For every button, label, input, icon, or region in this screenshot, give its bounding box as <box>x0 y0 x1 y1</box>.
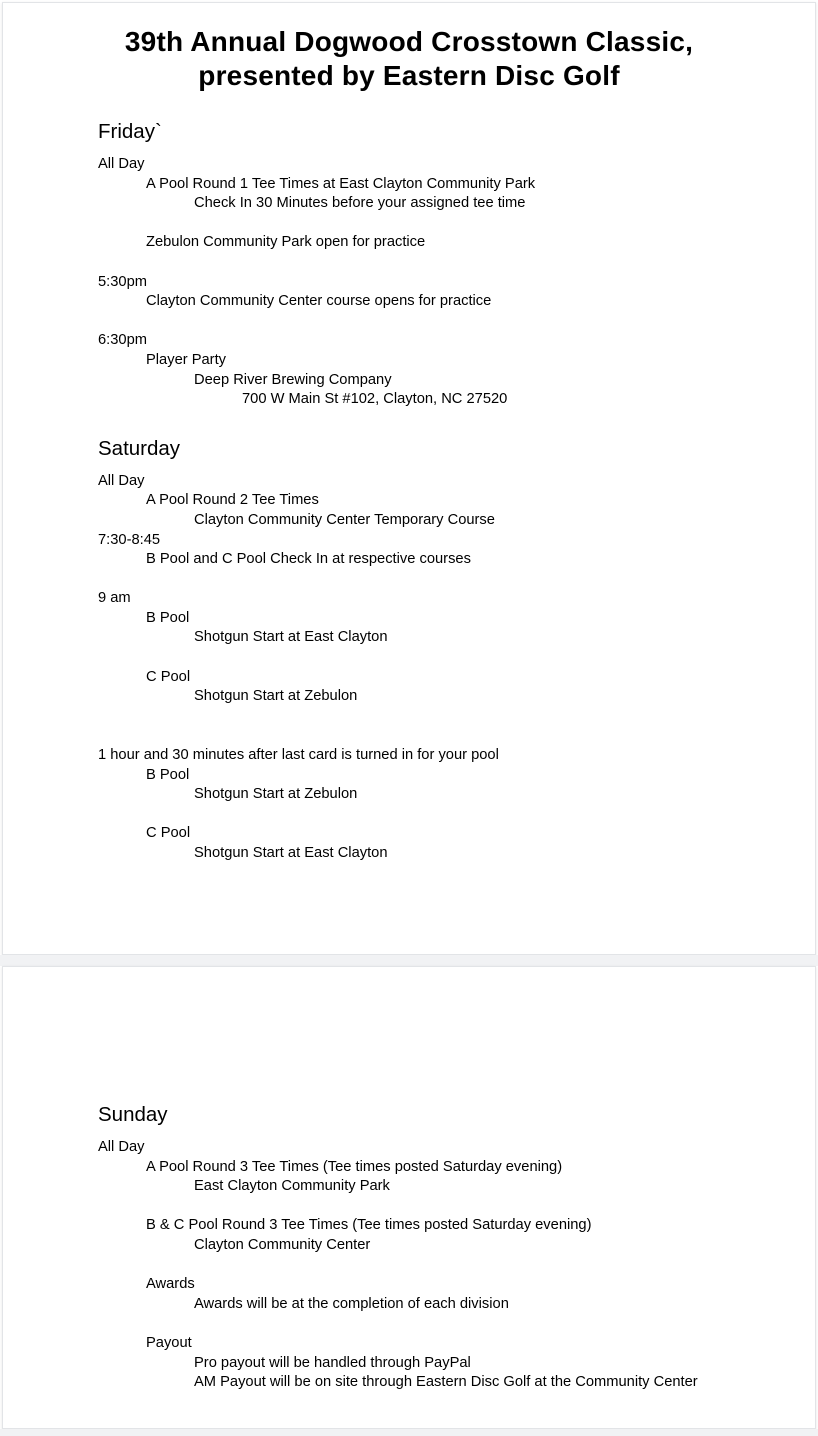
document-page-2 <box>2 966 816 1429</box>
schedule-line <box>3 312 815 332</box>
schedule-line <box>3 570 815 590</box>
schedule-line: All Day <box>98 156 145 172</box>
schedule-line <box>3 648 815 668</box>
document-viewer <box>0 2 818 1436</box>
schedule-line: B Pool <box>146 609 190 626</box>
schedule-line <box>3 726 815 746</box>
schedule-line <box>3 1256 815 1276</box>
schedule-line: Deep River Brewing Company <box>194 371 392 388</box>
schedule-line: All Day <box>98 472 145 489</box>
schedule-line: 9 am <box>98 590 131 607</box>
day-heading: Sunday <box>98 1103 168 1126</box>
schedule-line: Clayton Community Center <box>194 1236 371 1253</box>
schedule-line: Payout <box>146 1334 192 1351</box>
schedule-line: Player Party <box>146 351 226 368</box>
page-break-gap <box>0 955 818 966</box>
schedule-line: 7:30-8:45 <box>98 531 161 548</box>
schedule-line: A Pool Round 3 Tee Times (Tee times posted Saturday evening) <box>146 1158 563 1175</box>
schedule-line: Zebulon Community Park open for practice <box>146 234 426 251</box>
schedule-line <box>3 707 815 727</box>
schedule-line: Shotgun Start at East Clayton <box>194 629 388 646</box>
document-title <box>3 25 815 93</box>
schedule-line: Clayton Community Center Temporary Course <box>194 511 495 528</box>
schedule-line: Clayton Community Center course opens for practice <box>146 293 492 310</box>
schedule-line: 700 W Main St #102, Clayton, NC 27520 <box>242 391 508 408</box>
schedule-line: East Clayton Community Park <box>194 1178 390 1195</box>
schedule-line: B Pool <box>146 766 190 783</box>
schedule-line <box>3 1314 815 1334</box>
schedule-line: A Pool Round 1 Tee Times at East Clayton Community Park <box>146 175 536 192</box>
schedule-line <box>3 1197 815 1217</box>
canvas-bottom-strip <box>0 1429 818 1436</box>
schedule-line: Shotgun Start at Zebulon <box>194 786 358 803</box>
schedule-line: Awards <box>146 1276 195 1293</box>
page-2-content <box>3 1102 815 1393</box>
schedule-line: Check In 30 Minutes before your assigned tee time <box>194 195 526 212</box>
schedule-line: 6:30pm <box>98 332 147 349</box>
document-page-1 <box>2 2 816 955</box>
schedule-line: 1 hour and 30 minutes after last card is turned in for your pool <box>98 747 499 764</box>
schedule-line: Awards will be at the completion of each division <box>194 1295 509 1312</box>
schedule-line: C Pool <box>146 668 191 685</box>
schedule-line: B Pool and C Pool Check In at respective courses <box>146 551 471 568</box>
schedule-line: Shotgun Start at East Clayton <box>194 845 388 861</box>
day-heading: Friday` <box>98 120 162 143</box>
page-1-content <box>3 119 815 864</box>
schedule-line <box>3 253 815 273</box>
schedule-line <box>3 805 815 825</box>
schedule-line: AM Payout will be on site through Eastern Disc Golf at the Community Center <box>194 1374 698 1391</box>
schedule-line: 5:30pm <box>98 273 147 290</box>
schedule-line: All Day <box>98 1139 145 1155</box>
schedule-line: A Pool Round 2 Tee Times <box>146 492 319 509</box>
schedule-line: C Pool <box>146 825 191 842</box>
schedule-line: Pro payout will be handled through PayPal <box>194 1354 471 1371</box>
document-title-line-2: presented by Eastern Disc Golf <box>198 60 620 91</box>
schedule-line: B & C Pool Round 3 Tee Times (Tee times posted Saturday evening) <box>146 1217 592 1234</box>
schedule-line <box>3 214 815 234</box>
schedule-line: Shotgun Start at Zebulon <box>194 688 358 705</box>
document-title-line-1: 39th Annual Dogwood Crosstown Classic, <box>124 26 694 57</box>
day-heading: Saturday <box>98 436 181 460</box>
